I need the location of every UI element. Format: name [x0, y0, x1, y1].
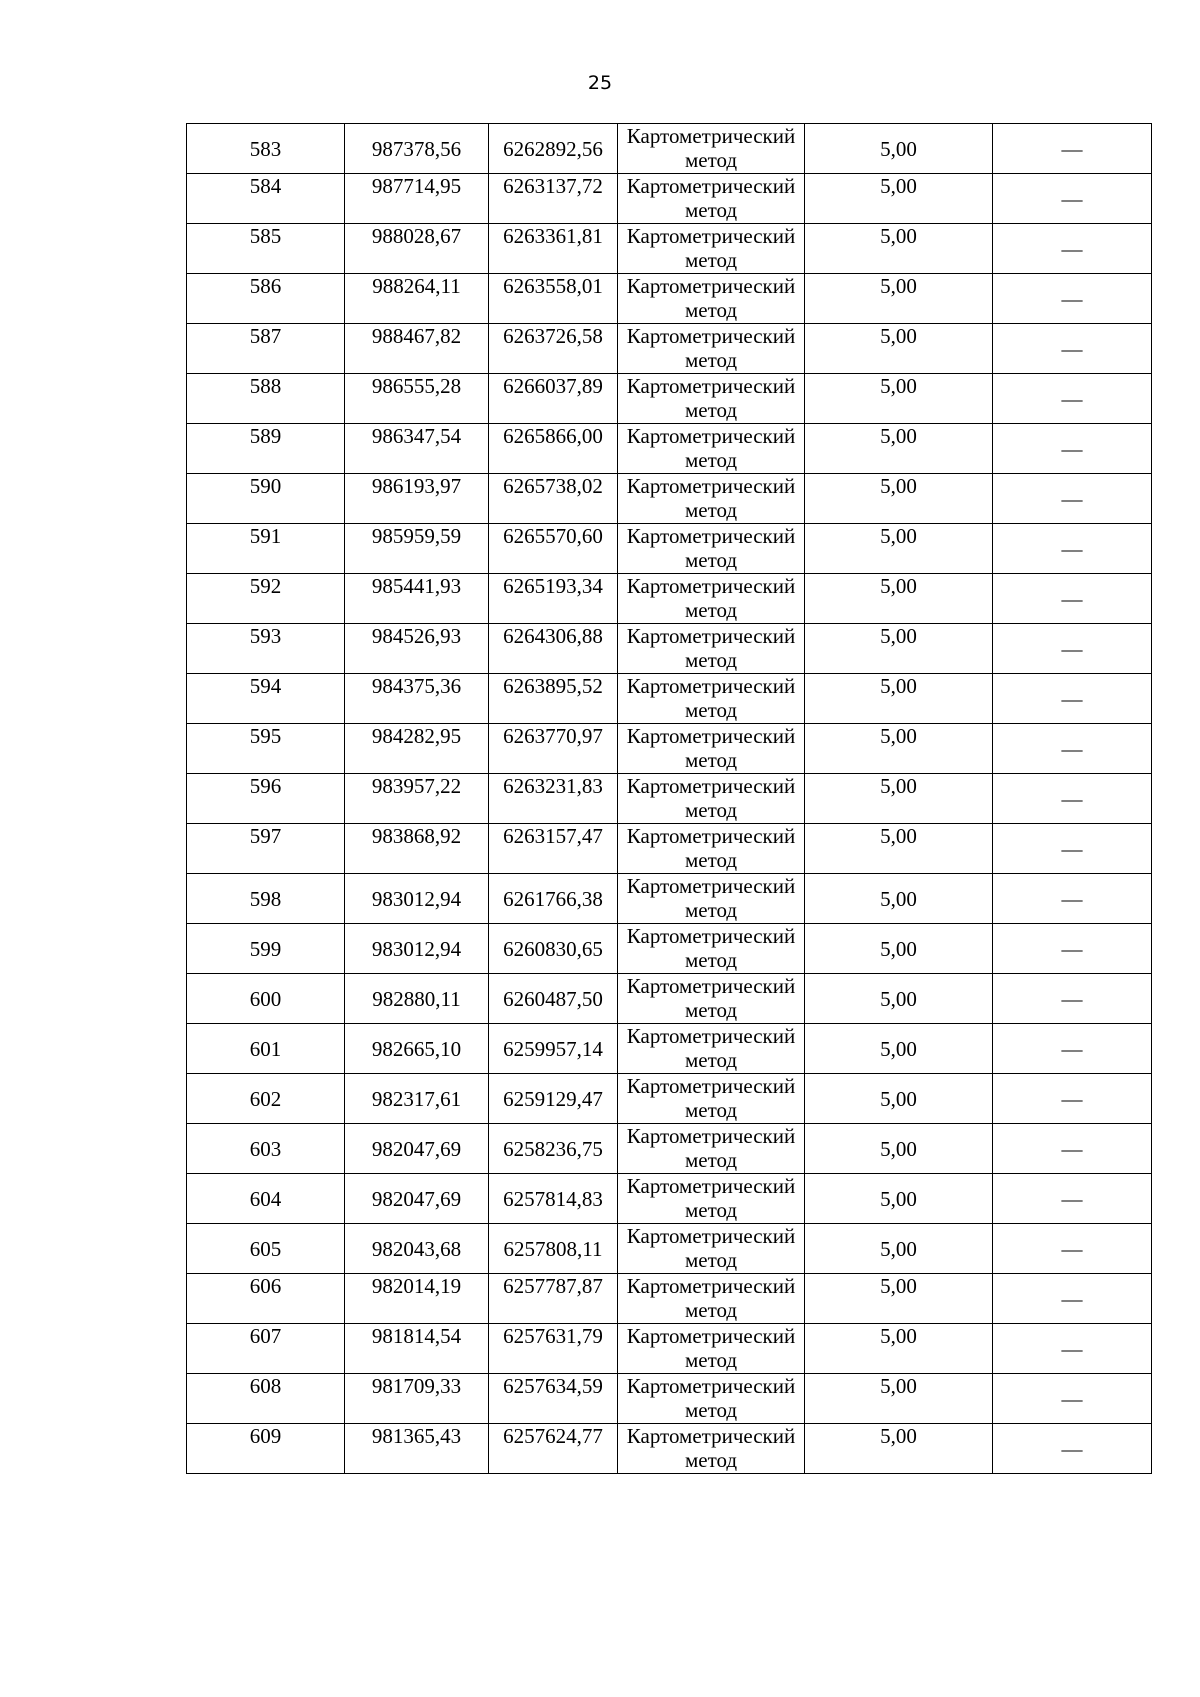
y-coordinate-cell: 6263895,52 — [489, 674, 618, 724]
method-line-2: метод — [684, 948, 738, 972]
y-coordinate-cell: 6265193,34 — [489, 574, 618, 624]
point-number-cell: 604 — [187, 1174, 345, 1224]
method-cell — [618, 474, 805, 524]
x-coordinate-cell: 988467,82 — [345, 324, 489, 374]
x-coordinate-cell: 982317,61 — [345, 1074, 489, 1124]
y-coordinate-cell: 6263361,81 — [489, 224, 618, 274]
method-line-1: Картометрический — [626, 224, 796, 248]
x-coordinate-cell: 984282,95 — [345, 724, 489, 774]
method-cell — [618, 824, 805, 874]
x-coordinate-cell: 982665,10 — [345, 1024, 489, 1074]
x-coordinate-cell: 986193,97 — [345, 474, 489, 524]
method-line-2: метод — [684, 698, 738, 722]
x-coordinate-cell: 982880,11 — [345, 974, 489, 1024]
method-line-2: метод — [684, 1298, 738, 1322]
x-coordinate-cell: 987714,95 — [345, 174, 489, 224]
description-cell: — — [993, 874, 1152, 924]
method-line-2: метод — [684, 848, 738, 872]
accuracy-cell: 5,00 — [805, 974, 993, 1024]
table-row — [187, 674, 1152, 724]
method-line-2: метод — [684, 1198, 738, 1222]
method-line-1: Картометрический — [626, 524, 796, 548]
y-coordinate-cell: 6262892,56 — [489, 124, 618, 174]
x-coordinate-cell: 987378,56 — [345, 124, 489, 174]
method-line-2: метод — [684, 548, 738, 572]
method-line-1: Картометрический — [626, 1374, 796, 1398]
method-line-1: Картометрический — [626, 324, 796, 348]
accuracy-cell: 5,00 — [805, 1374, 993, 1424]
description-cell: — — [993, 274, 1152, 324]
method-cell — [618, 374, 805, 424]
method-line-2: метод — [684, 148, 738, 172]
description-cell: — — [993, 374, 1152, 424]
y-coordinate-cell: 6263157,47 — [489, 824, 618, 874]
table-row — [187, 724, 1152, 774]
method-line-1: Картометрический — [626, 474, 796, 498]
x-coordinate-cell: 981365,43 — [345, 1424, 489, 1474]
method-line-2: метод — [684, 998, 738, 1022]
method-line-1: Картометрический — [626, 1324, 796, 1348]
method-cell — [618, 174, 805, 224]
description-cell: — — [993, 1374, 1152, 1424]
description-cell: — — [993, 1124, 1152, 1174]
description-cell: — — [993, 1024, 1152, 1074]
method-line-1: Картометрический — [626, 1124, 796, 1148]
description-cell: — — [993, 524, 1152, 574]
method-cell — [618, 324, 805, 374]
method-line-2: метод — [684, 598, 738, 622]
accuracy-cell: 5,00 — [805, 424, 993, 474]
accuracy-cell: 5,00 — [805, 1174, 993, 1224]
method-cell — [618, 574, 805, 624]
method-line-2: метод — [684, 1398, 738, 1422]
method-cell — [618, 1174, 805, 1224]
point-number-cell: 598 — [187, 874, 345, 924]
accuracy-cell: 5,00 — [805, 624, 993, 674]
method-line-2: метод — [684, 1048, 738, 1072]
x-coordinate-cell: 982047,69 — [345, 1174, 489, 1224]
y-coordinate-cell: 6261766,38 — [489, 874, 618, 924]
table-row — [187, 574, 1152, 624]
x-coordinate-cell: 983868,92 — [345, 824, 489, 874]
method-cell — [618, 924, 805, 974]
description-cell: — — [993, 1274, 1152, 1324]
point-number-cell: 592 — [187, 574, 345, 624]
x-coordinate-cell: 983012,94 — [345, 924, 489, 974]
coordinates-table — [186, 123, 1152, 1474]
method-line-1: Картометрический — [626, 624, 796, 648]
accuracy-cell: 5,00 — [805, 374, 993, 424]
method-cell — [618, 274, 805, 324]
point-number-cell: 593 — [187, 624, 345, 674]
method-cell — [618, 124, 805, 174]
method-line-2: метод — [684, 498, 738, 522]
method-line-1: Картометрический — [626, 1424, 796, 1448]
table-row — [187, 224, 1152, 274]
point-number-cell: 589 — [187, 424, 345, 474]
accuracy-cell: 5,00 — [805, 674, 993, 724]
point-number-cell: 605 — [187, 1224, 345, 1274]
table-row — [187, 1274, 1152, 1324]
x-coordinate-cell: 985959,59 — [345, 524, 489, 574]
description-cell: — — [993, 1424, 1152, 1474]
method-line-1: Картометрический — [626, 424, 796, 448]
method-cell — [618, 424, 805, 474]
method-line-2: метод — [684, 448, 738, 472]
method-line-2: метод — [684, 898, 738, 922]
method-cell — [618, 1124, 805, 1174]
description-cell: — — [993, 924, 1152, 974]
point-number-cell: 608 — [187, 1374, 345, 1424]
accuracy-cell: 5,00 — [805, 1224, 993, 1274]
method-cell — [618, 1324, 805, 1374]
y-coordinate-cell: 6257814,83 — [489, 1174, 618, 1224]
table-row — [187, 1224, 1152, 1274]
point-number-cell: 603 — [187, 1124, 345, 1174]
y-coordinate-cell: 6257631,79 — [489, 1324, 618, 1374]
description-cell: — — [993, 974, 1152, 1024]
point-number-cell: 601 — [187, 1024, 345, 1074]
x-coordinate-cell: 986555,28 — [345, 374, 489, 424]
accuracy-cell: 5,00 — [805, 274, 993, 324]
point-number-cell: 584 — [187, 174, 345, 224]
accuracy-cell: 5,00 — [805, 874, 993, 924]
y-coordinate-cell: 6263726,58 — [489, 324, 618, 374]
accuracy-cell: 5,00 — [805, 124, 993, 174]
method-line-1: Картометрический — [626, 1174, 796, 1198]
method-cell — [618, 624, 805, 674]
table-row — [187, 874, 1152, 924]
y-coordinate-cell: 6263137,72 — [489, 174, 618, 224]
description-cell: — — [993, 824, 1152, 874]
x-coordinate-cell: 984526,93 — [345, 624, 489, 674]
y-coordinate-cell: 6265738,02 — [489, 474, 618, 524]
method-line-2: метод — [684, 1248, 738, 1272]
description-cell: — — [993, 674, 1152, 724]
table-row — [187, 1074, 1152, 1124]
description-cell: — — [993, 124, 1152, 174]
method-line-1: Картометрический — [626, 1074, 796, 1098]
method-line-1: Картометрический — [626, 1274, 796, 1298]
y-coordinate-cell: 6260487,50 — [489, 974, 618, 1024]
table-row — [187, 1324, 1152, 1374]
x-coordinate-cell: 983957,22 — [345, 774, 489, 824]
table-row — [187, 1174, 1152, 1224]
method-cell — [618, 1374, 805, 1424]
method-line-2: метод — [684, 348, 738, 372]
description-cell: — — [993, 1074, 1152, 1124]
method-cell — [618, 724, 805, 774]
point-number-cell: 591 — [187, 524, 345, 574]
point-number-cell: 595 — [187, 724, 345, 774]
accuracy-cell: 5,00 — [805, 1024, 993, 1074]
accuracy-cell: 5,00 — [805, 924, 993, 974]
point-number-cell: 590 — [187, 474, 345, 524]
accuracy-cell: 5,00 — [805, 1124, 993, 1174]
point-number-cell: 607 — [187, 1324, 345, 1374]
method-line-1: Картометрический — [626, 124, 796, 148]
point-number-cell: 586 — [187, 274, 345, 324]
method-line-2: метод — [684, 198, 738, 222]
method-line-1: Картометрический — [626, 974, 796, 998]
point-number-cell: 587 — [187, 324, 345, 374]
x-coordinate-cell: 982043,68 — [345, 1224, 489, 1274]
method-line-1: Картометрический — [626, 574, 796, 598]
method-cell — [618, 1224, 805, 1274]
page-number: 25 — [587, 72, 613, 94]
method-line-1: Картометрический — [626, 174, 796, 198]
y-coordinate-cell: 6265570,60 — [489, 524, 618, 574]
method-line-2: метод — [684, 798, 738, 822]
method-line-1: Картометрический — [626, 274, 796, 298]
table-row — [187, 1124, 1152, 1174]
method-line-2: метод — [684, 248, 738, 272]
y-coordinate-cell: 6266037,89 — [489, 374, 618, 424]
y-coordinate-cell: 6265866,00 — [489, 424, 618, 474]
method-cell — [618, 874, 805, 924]
accuracy-cell: 5,00 — [805, 774, 993, 824]
table-row — [187, 1424, 1152, 1474]
description-cell: — — [993, 224, 1152, 274]
method-cell — [618, 224, 805, 274]
method-line-2: метод — [684, 1098, 738, 1122]
description-cell: — — [993, 574, 1152, 624]
point-number-cell: 600 — [187, 974, 345, 1024]
description-cell: — — [993, 174, 1152, 224]
x-coordinate-cell: 981709,33 — [345, 1374, 489, 1424]
method-line-2: метод — [684, 398, 738, 422]
point-number-cell: 597 — [187, 824, 345, 874]
method-line-2: метод — [684, 1148, 738, 1172]
method-line-2: метод — [684, 1448, 738, 1472]
accuracy-cell: 5,00 — [805, 174, 993, 224]
accuracy-cell: 5,00 — [805, 1424, 993, 1474]
table-row — [187, 474, 1152, 524]
method-line-1: Картометрический — [626, 774, 796, 798]
table-row — [187, 424, 1152, 474]
point-number-cell: 609 — [187, 1424, 345, 1474]
description-cell: — — [993, 324, 1152, 374]
accuracy-cell: 5,00 — [805, 574, 993, 624]
description-cell: — — [993, 1224, 1152, 1274]
method-line-1: Картометрический — [626, 1224, 796, 1248]
accuracy-cell: 5,00 — [805, 1074, 993, 1124]
table-body — [187, 124, 1152, 1474]
description-cell: — — [993, 624, 1152, 674]
method-line-2: метод — [684, 1348, 738, 1372]
method-cell — [618, 524, 805, 574]
method-line-1: Картометрический — [626, 724, 796, 748]
table-row — [187, 824, 1152, 874]
point-number-cell: 585 — [187, 224, 345, 274]
x-coordinate-cell: 988264,11 — [345, 274, 489, 324]
y-coordinate-cell: 6264306,88 — [489, 624, 618, 674]
table-row — [187, 274, 1152, 324]
y-coordinate-cell: 6260830,65 — [489, 924, 618, 974]
accuracy-cell: 5,00 — [805, 474, 993, 524]
y-coordinate-cell: 6257787,87 — [489, 1274, 618, 1324]
x-coordinate-cell: 985441,93 — [345, 574, 489, 624]
table-row — [187, 524, 1152, 574]
y-coordinate-cell: 6259129,47 — [489, 1074, 618, 1124]
method-cell — [618, 1274, 805, 1324]
y-coordinate-cell: 6257808,11 — [489, 1224, 618, 1274]
x-coordinate-cell: 988028,67 — [345, 224, 489, 274]
accuracy-cell: 5,00 — [805, 324, 993, 374]
method-cell — [618, 1074, 805, 1124]
y-coordinate-cell: 6258236,75 — [489, 1124, 618, 1174]
method-line-1: Картометрический — [626, 1024, 796, 1048]
method-line-2: метод — [684, 748, 738, 772]
description-cell: — — [993, 774, 1152, 824]
x-coordinate-cell: 986347,54 — [345, 424, 489, 474]
point-number-cell: 596 — [187, 774, 345, 824]
description-cell: — — [993, 1174, 1152, 1224]
accuracy-cell: 5,00 — [805, 724, 993, 774]
accuracy-cell: 5,00 — [805, 524, 993, 574]
method-line-1: Картометрический — [626, 924, 796, 948]
y-coordinate-cell: 6263770,97 — [489, 724, 618, 774]
table-row — [187, 324, 1152, 374]
method-line-1: Картометрический — [626, 824, 796, 848]
point-number-cell: 602 — [187, 1074, 345, 1124]
accuracy-cell: 5,00 — [805, 224, 993, 274]
point-number-cell: 599 — [187, 924, 345, 974]
y-coordinate-cell: 6259957,14 — [489, 1024, 618, 1074]
table-row — [187, 124, 1152, 174]
table-row — [187, 1024, 1152, 1074]
table-row — [187, 1374, 1152, 1424]
y-coordinate-cell: 6263558,01 — [489, 274, 618, 324]
x-coordinate-cell: 983012,94 — [345, 874, 489, 924]
point-number-cell: 583 — [187, 124, 345, 174]
point-number-cell: 594 — [187, 674, 345, 724]
y-coordinate-cell: 6257624,77 — [489, 1424, 618, 1474]
method-line-2: метод — [684, 648, 738, 672]
x-coordinate-cell: 982047,69 — [345, 1124, 489, 1174]
method-line-1: Картометрический — [626, 674, 796, 698]
method-line-2: метод — [684, 298, 738, 322]
method-cell — [618, 774, 805, 824]
point-number-cell: 588 — [187, 374, 345, 424]
table-row — [187, 174, 1152, 224]
method-cell — [618, 974, 805, 1024]
method-cell — [618, 1424, 805, 1474]
accuracy-cell: 5,00 — [805, 1274, 993, 1324]
accuracy-cell: 5,00 — [805, 1324, 993, 1374]
table-row — [187, 624, 1152, 674]
table-row — [187, 374, 1152, 424]
point-number-cell: 606 — [187, 1274, 345, 1324]
description-cell: — — [993, 474, 1152, 524]
method-cell — [618, 674, 805, 724]
x-coordinate-cell: 981814,54 — [345, 1324, 489, 1374]
method-line-1: Картометрический — [626, 374, 796, 398]
description-cell: — — [993, 724, 1152, 774]
method-cell — [618, 1024, 805, 1074]
x-coordinate-cell: 984375,36 — [345, 674, 489, 724]
table-row — [187, 774, 1152, 824]
table-row — [187, 974, 1152, 1024]
table-row — [187, 924, 1152, 974]
x-coordinate-cell: 982014,19 — [345, 1274, 489, 1324]
description-cell: — — [993, 1324, 1152, 1374]
y-coordinate-cell: 6263231,83 — [489, 774, 618, 824]
y-coordinate-cell: 6257634,59 — [489, 1374, 618, 1424]
accuracy-cell: 5,00 — [805, 824, 993, 874]
method-line-1: Картометрический — [626, 874, 796, 898]
description-cell: — — [993, 424, 1152, 474]
